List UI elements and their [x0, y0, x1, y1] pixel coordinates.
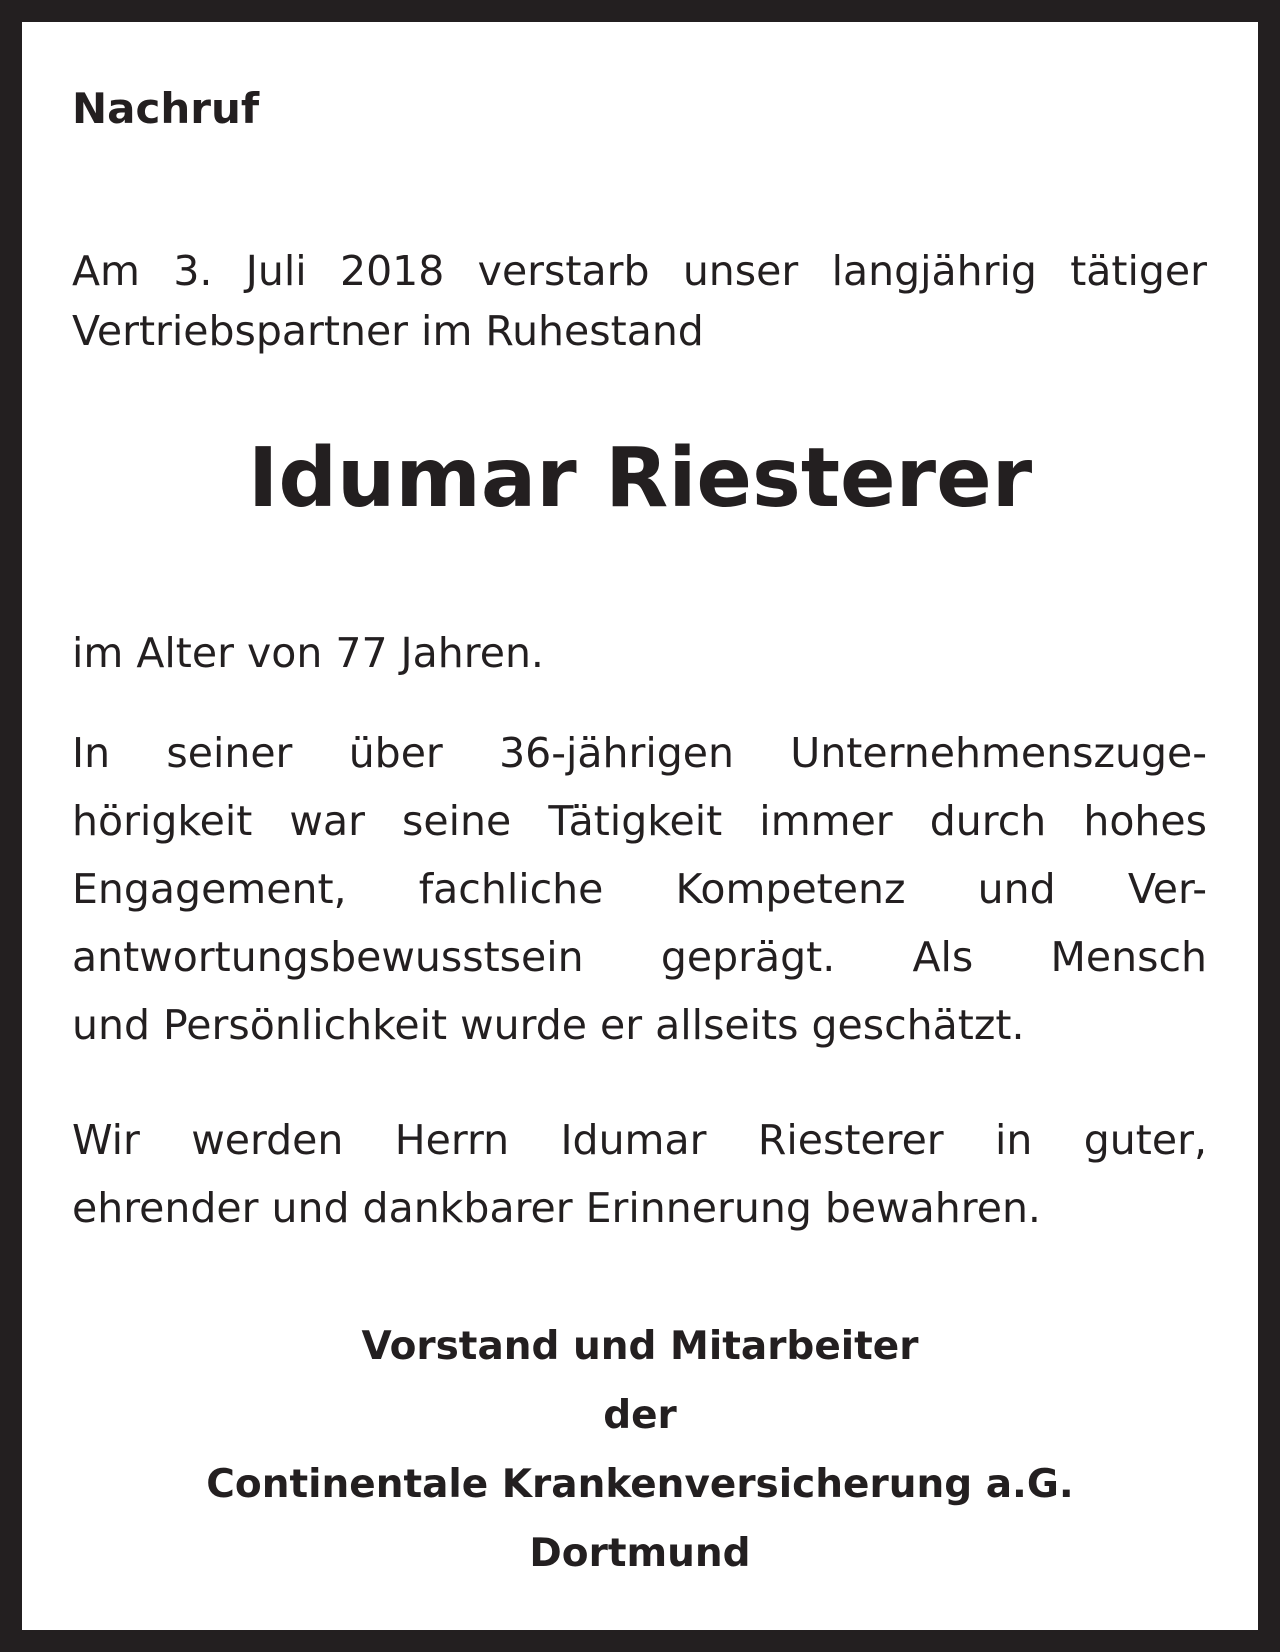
deceased-name: Idumar Riesterer: [247, 431, 1033, 526]
signature-line: Vorstand und Mitarbeiter: [361, 1324, 919, 1369]
career-paragraph: [72, 719, 1207, 1059]
career-line: hörigkeit war seine Tätigkeit immer durch hohes: [72, 797, 1207, 845]
memory-paragraph: [72, 1106, 1207, 1242]
memory-line: ehrender und dankbarer Erinnerung bewahren.: [72, 1184, 1041, 1232]
career-line: und Persönlichkeit wurde er allseits geschätzt.: [72, 1001, 1025, 1049]
signature-block: [22, 1312, 1258, 1588]
intro-line: Am 3. Juli 2018 verstarb unser langjährig tätiger: [72, 247, 1207, 295]
career-line: In seiner über 36-jährigen Unternehmenszuge-: [72, 729, 1207, 777]
career-line: Engagement, fachliche Kompetenz und Ver-: [72, 865, 1207, 913]
signature-line: der: [603, 1393, 677, 1438]
memory-line: Wir werden Herrn Idumar Riesterer in guter,: [72, 1116, 1207, 1164]
career-line: antwortungsbewusstsein geprägt. Als Mensch: [72, 933, 1207, 981]
signature-city: Dortmund: [529, 1531, 751, 1576]
notice-heading: Nachruf: [72, 84, 260, 133]
age-line: im Alter von 77 Jahren.: [72, 629, 544, 677]
intro-line: Vertriebspartner im Ruhestand: [72, 307, 704, 355]
intro-paragraph: [72, 241, 1207, 361]
signature-company: Continentale Krankenversicherung a.G.: [206, 1462, 1074, 1507]
